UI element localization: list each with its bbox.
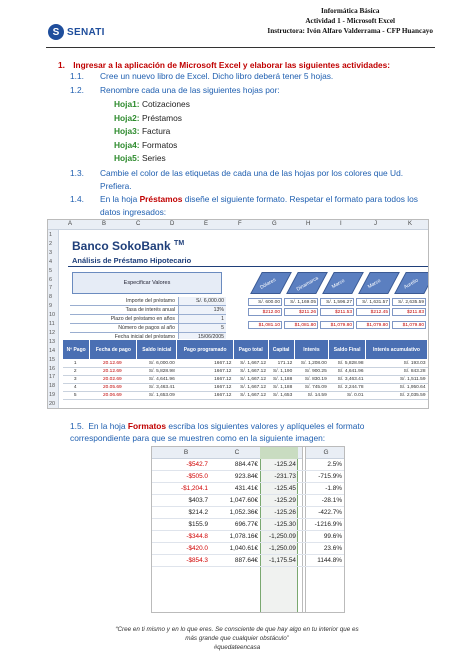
table-cell: S/. 1,188 — [268, 376, 294, 384]
sheet-tag: Hoja4: — [114, 140, 140, 150]
table-header: Pago total — [233, 340, 268, 360]
course-name: Informática Básica — [320, 7, 380, 15]
value-cell: $211.26 — [284, 308, 318, 316]
formats-row — [152, 507, 344, 519]
formats-row — [152, 495, 344, 507]
row-number: 20 — [49, 401, 56, 408]
sheet-list-item — [114, 153, 166, 163]
row-header-bar — [48, 230, 59, 409]
formats-cell: 1,040.61€ — [229, 545, 258, 552]
bank-title — [72, 239, 184, 253]
senati-logo-text: SENATI — [67, 26, 105, 38]
table-cell: 3 — [63, 376, 90, 384]
table-cell: 2 — [63, 368, 90, 376]
param-value: 15/06/2005 — [178, 333, 226, 341]
item-1-3-number: 1.3. — [70, 168, 84, 178]
formats-spreadsheet-screenshot — [151, 446, 345, 613]
currency-header — [286, 272, 328, 294]
table-row — [63, 376, 428, 384]
header-info — [267, 6, 433, 36]
table-cell: S/. 830.19 — [294, 376, 329, 384]
item-1-2-text: Renombre cada una de las siguientes hojas por: — [100, 85, 280, 95]
table-row — [63, 392, 428, 400]
param-row — [70, 315, 226, 324]
item-1-4-cont: datos ingresados: — [100, 207, 167, 217]
instructor-line: Instructora: Ivón Alfaro Valderrama - CFP Huancayo — [267, 27, 433, 35]
table-cell: 1 — [63, 360, 90, 368]
column-letter: F — [238, 221, 242, 227]
item-1-5 — [70, 420, 420, 444]
sheet-name: Factura — [141, 126, 171, 136]
table-cell: S/. 1,511.59 — [366, 376, 428, 384]
param-row — [70, 324, 226, 333]
item-1-4-number: 1.4. — [70, 194, 84, 204]
param-value: S/. 6,000.00 — [178, 297, 226, 305]
activity-name: Actividad 1 - Microsoft Excel — [305, 17, 396, 25]
formats-cell: -231.73 — [274, 473, 296, 480]
sheet-name: Series — [141, 153, 166, 163]
value-cell: S/. 1,596.27 — [320, 298, 354, 306]
table-header: Interés — [294, 340, 329, 360]
table-cell: S/. 1,653 — [268, 392, 294, 400]
payment-table — [62, 339, 428, 400]
row-number: 8 — [49, 294, 53, 301]
row-number: 14 — [49, 347, 56, 354]
param-label: Importe del préstamo — [125, 298, 175, 304]
table-header: Interés acumulativo — [366, 340, 428, 360]
table-cell: S/. 5,828.98 — [329, 360, 366, 368]
formats-cell: 2.5% — [327, 461, 342, 468]
table-cell: 20.02.69 — [90, 376, 137, 384]
table-header: Saldo inicial — [137, 340, 177, 360]
formats-cell: -125.26 — [274, 509, 296, 516]
column-letter: G — [272, 221, 277, 227]
formats-cell: 1,047.60€ — [229, 497, 258, 504]
table-cell: S/. 1,667.12 — [233, 384, 268, 392]
row-number: 4 — [49, 258, 53, 265]
value-cell: $211.83 — [392, 308, 426, 316]
column-letter: J — [374, 221, 377, 227]
formats-cell: -1.8% — [325, 485, 342, 492]
row-number: 16 — [49, 365, 56, 372]
table-header: Fecha de pago — [90, 340, 137, 360]
value-cell: $212.45 — [356, 308, 390, 316]
formats-row — [152, 459, 344, 471]
value-cell: S/. 600.00 — [248, 298, 282, 306]
formats-cell: 99.6% — [323, 533, 342, 540]
formats-cell: -28.1% — [321, 497, 342, 504]
currency-header — [322, 272, 364, 294]
table-cell: 5 — [63, 392, 90, 400]
value-cell: $1,081.10 — [248, 321, 282, 329]
currency-header — [394, 272, 429, 294]
formats-row — [152, 543, 344, 555]
table-cell: S/. 3,463.41 — [329, 376, 366, 384]
row-number: 6 — [49, 276, 53, 283]
table-cell: S/. 4,641.96 — [137, 376, 177, 384]
formats-cell: -1,175.54 — [268, 557, 296, 564]
table-cell: S/. 1,667.12 — [233, 368, 268, 376]
formats-column-header — [152, 447, 344, 459]
quote-line-1: “Cree en ti mismo y en lo que eres. Se consciente de que hay algo en tu interior que es — [115, 626, 359, 633]
table-cell: 1667.12 — [177, 376, 234, 384]
table-cell: S/. 1,667.12 — [233, 392, 268, 400]
table-row — [63, 368, 428, 376]
currency-label: Dinamarca — [295, 275, 320, 293]
value-cell: S/. 2,635.59 — [392, 298, 426, 306]
value-cell: $1,079.80 — [320, 321, 354, 329]
table-cell: S/. 1,950.64 — [366, 384, 428, 392]
formats-cell: 884.47€ — [234, 461, 258, 468]
formats-cell: 887.64€ — [234, 557, 258, 564]
item-1-4-post: diseñe el siguiente formato. Respetar el formato para todos los — [182, 194, 418, 204]
table-cell: 4 — [63, 384, 90, 392]
param-row — [70, 297, 226, 306]
formats-cell: -125.24 — [274, 461, 296, 468]
formats-cell: -1,250.09 — [268, 545, 296, 552]
param-value: 13% — [178, 306, 226, 314]
table-cell: S/. 3,463.41 — [137, 384, 177, 392]
sheet-list-item — [114, 126, 170, 136]
value-cell: S/. 1,169.05 — [284, 298, 318, 306]
column-d-header-highlight — [260, 447, 298, 459]
formats-cell: -715.9% — [318, 473, 342, 480]
formats-cell: $155.9 — [188, 521, 208, 528]
table-cell: S/. 1,667.12 — [233, 360, 268, 368]
table-cell: S/. 14.59 — [294, 392, 329, 400]
item-1-5-number: 1.5. — [70, 421, 84, 431]
title-divider — [68, 266, 428, 267]
table-cell: S/. 843.28 — [366, 368, 428, 376]
formats-cell: 1144.8% — [317, 557, 342, 564]
table-cell: S/. 1,653.09 — [137, 392, 177, 400]
formats-cell: 696.77€ — [234, 521, 258, 528]
value-cell: $1,079.80 — [392, 321, 426, 329]
quote-hashtag: #quedateencasa — [213, 644, 261, 651]
bank-name: Banco SokoBank — [72, 239, 171, 253]
table-cell: S/. 900.25 — [294, 368, 329, 376]
sheet-list-item — [114, 113, 182, 123]
analysis-title: Análisis de Préstamo Hipotecario — [72, 256, 192, 265]
table-cell: 1667.12 — [177, 392, 234, 400]
row-number: 19 — [49, 392, 56, 399]
formats-row — [152, 531, 344, 543]
currency-label: Dólares — [259, 277, 278, 291]
item-1-4-pre: En la hoja — [100, 194, 140, 204]
column-header-bar — [48, 220, 428, 230]
senati-logo — [48, 24, 105, 40]
table-cell: S/. 1,188 — [268, 384, 294, 392]
sheet-list-item — [114, 99, 190, 109]
row-number: 1 — [49, 232, 53, 238]
step-1-text: Ingresar a la aplicación de Microsoft Excel y elaborar las siguientes actividades: — [73, 60, 391, 70]
item-1-3-cont: Prefiera. — [100, 181, 132, 191]
item-1-5-highlight: Formatos — [127, 421, 167, 431]
table-cell: 1667.12 — [177, 360, 234, 368]
table-cell: S/. 1,667.12 — [233, 376, 268, 384]
formats-row — [152, 471, 344, 483]
quote-line-2: más grande que cualquier obstáculo” — [185, 635, 289, 642]
formats-cell: -$420.0 — [186, 545, 208, 552]
column-letter: H — [306, 221, 311, 227]
column-letter: B — [183, 449, 189, 456]
row-number: 12 — [49, 329, 56, 336]
formats-cell: $214.2 — [188, 509, 208, 516]
item-1-5-pre: En la hoja — [88, 421, 128, 431]
item-1-1-text: Cree un nuevo libro de Excel. Dicho libro deberá tener 5 hojas. — [100, 71, 334, 81]
formats-cell: 923.84€ — [234, 473, 258, 480]
formats-cell: -1,250.09 — [268, 533, 296, 540]
item-1-2-number: 1.2. — [70, 85, 84, 95]
step-1-heading — [58, 60, 390, 70]
sheet-tag: Hoja5: — [114, 153, 140, 163]
formats-cell: 1,052.36€ — [229, 509, 258, 516]
sheet-name: Cotizaciones — [141, 99, 190, 109]
column-letter: K — [408, 221, 413, 227]
formats-row — [152, 555, 344, 567]
param-label: Tasa de interés anual — [125, 307, 175, 313]
formats-row — [152, 483, 344, 495]
formats-cell: -422.7% — [318, 509, 342, 516]
row-number: 10 — [49, 312, 56, 319]
param-label: Plazo del préstamo en años — [110, 316, 175, 322]
item-1-3 — [70, 167, 430, 179]
sheet-list-item — [114, 140, 177, 150]
row-number: 2 — [49, 240, 53, 247]
row-number: 13 — [49, 338, 56, 345]
formats-cell: -$505.0 — [186, 473, 208, 480]
header-divider — [46, 47, 435, 48]
row-number: 7 — [49, 285, 53, 292]
row-number: 3 — [49, 249, 53, 256]
table-cell: 20.12.69 — [90, 360, 137, 368]
currency-label: Aurelio — [403, 277, 420, 291]
value-cell: $1,079.80 — [356, 321, 390, 329]
item-1-1 — [70, 70, 333, 82]
param-label: Número de pagos al año — [118, 325, 175, 331]
table-header: Pago programado — [177, 340, 234, 360]
row-number: 9 — [49, 303, 53, 310]
column-letter: A — [68, 221, 73, 227]
param-label: Fecha inicial del préstamo — [114, 334, 175, 340]
senati-logo-icon: S — [48, 24, 64, 40]
formats-cell: 23.6% — [323, 545, 342, 552]
item-1-4-highlight: Préstamos — [139, 194, 183, 204]
formats-cell: 1,078.16€ — [229, 533, 258, 540]
item-1-5-post: escriba los siguientes valores y aplíqueles el formato correspondiente para que se muestren como en la siguiente imagen: — [70, 421, 365, 443]
loan-parameters — [70, 297, 226, 342]
row-number: 11 — [49, 321, 55, 327]
spec-values-box: Especificar Valores — [72, 272, 222, 294]
table-cell: 20.05.69 — [90, 384, 137, 392]
table-cell: S/. 1,190 — [268, 368, 294, 376]
table-header: Capital — [268, 340, 294, 360]
item-1-4 — [70, 193, 440, 205]
column-letter: B — [102, 221, 107, 227]
formats-cell: 431.41€ — [234, 485, 258, 492]
table-cell: S/. 0.01 — [329, 392, 366, 400]
column-letter: I — [340, 221, 342, 227]
formats-rows — [152, 459, 344, 567]
table-cell: 1667.12 — [177, 368, 234, 376]
table-cell: S/. 4,641.96 — [329, 368, 366, 376]
value-cell: $212.00 — [248, 308, 282, 316]
sheet-name: Préstamos — [141, 113, 182, 123]
motivational-quote — [0, 625, 474, 652]
formats-cell: -$854.3 — [186, 557, 208, 564]
table-cell: S/. 1,208.00 — [294, 360, 329, 368]
sheet-tag: Hoja2: — [114, 113, 140, 123]
param-row — [70, 306, 226, 315]
currency-header — [358, 272, 400, 294]
values-row-3 — [248, 321, 426, 329]
formats-cell: -125.29 — [274, 497, 296, 504]
table-cell: S/. 5,828.98 — [137, 368, 177, 376]
column-letter: E — [204, 221, 209, 227]
table-row — [63, 360, 428, 368]
value-cell: $211.53 — [320, 308, 354, 316]
formats-cell: -$542.7 — [186, 461, 208, 468]
table-cell: S/. 193.03 — [366, 360, 428, 368]
trademark: TM — [174, 240, 185, 247]
table-cell: 20.12.69 — [90, 368, 137, 376]
formats-cell: $403.7 — [188, 497, 208, 504]
param-value: 1 — [178, 315, 226, 323]
table-header: Saldo Final — [329, 340, 366, 360]
column-letter: G — [323, 449, 329, 456]
value-cell: $1,081.80 — [284, 321, 318, 329]
item-1-1-number: 1.1. — [70, 71, 84, 81]
value-cell: S/. 1,631.57 — [356, 298, 390, 306]
table-cell: S/. 6,000.00 — [137, 360, 177, 368]
row-number: 17 — [49, 374, 56, 381]
table-cell: S/. 745.09 — [294, 384, 329, 392]
sheet-tag: Hoja1: — [114, 99, 140, 109]
formats-cell: -1216.9% — [314, 521, 342, 528]
currency-label: Marco — [366, 277, 382, 291]
formats-cell: -$344.8 — [186, 533, 208, 540]
row-number: 18 — [49, 383, 56, 390]
column-letter: C — [136, 221, 141, 227]
values-row-2 — [248, 308, 426, 316]
column-letter: D — [170, 221, 175, 227]
param-value: 5 — [178, 324, 226, 332]
row-number: 15 — [49, 356, 56, 363]
formats-cell: -$1,204.1 — [180, 485, 208, 492]
item-1-2 — [70, 84, 280, 96]
sheet-tag: Hoja3: — [114, 126, 140, 136]
column-letter: C — [234, 449, 240, 456]
table-cell: 171.12 — [268, 360, 294, 368]
table-row — [63, 384, 428, 392]
step-1-number: 1. — [58, 60, 65, 70]
currency-header — [250, 272, 292, 294]
table-cell: S/. 2,244.78 — [329, 384, 366, 392]
currency-label: Marco — [330, 277, 346, 291]
table-cell: 20.06.69 — [90, 392, 137, 400]
sheet-name: Formatos — [141, 140, 178, 150]
row-number: 5 — [49, 267, 53, 274]
values-row-1 — [248, 298, 426, 306]
table-cell: 1667.12 — [177, 384, 234, 392]
table-cell: S/. 2,035.59 — [366, 392, 428, 400]
formats-row — [152, 519, 344, 531]
formats-cell: -125.45 — [274, 485, 296, 492]
item-1-3-text: Cambie el color de las etiquetas de cada una de las hojas por los colores que Ud. — [100, 168, 404, 178]
loan-spreadsheet-screenshot — [47, 219, 429, 409]
table-header: Nº Pago — [63, 340, 90, 360]
formats-cell: -125.30 — [274, 521, 296, 528]
page-header — [0, 0, 474, 62]
